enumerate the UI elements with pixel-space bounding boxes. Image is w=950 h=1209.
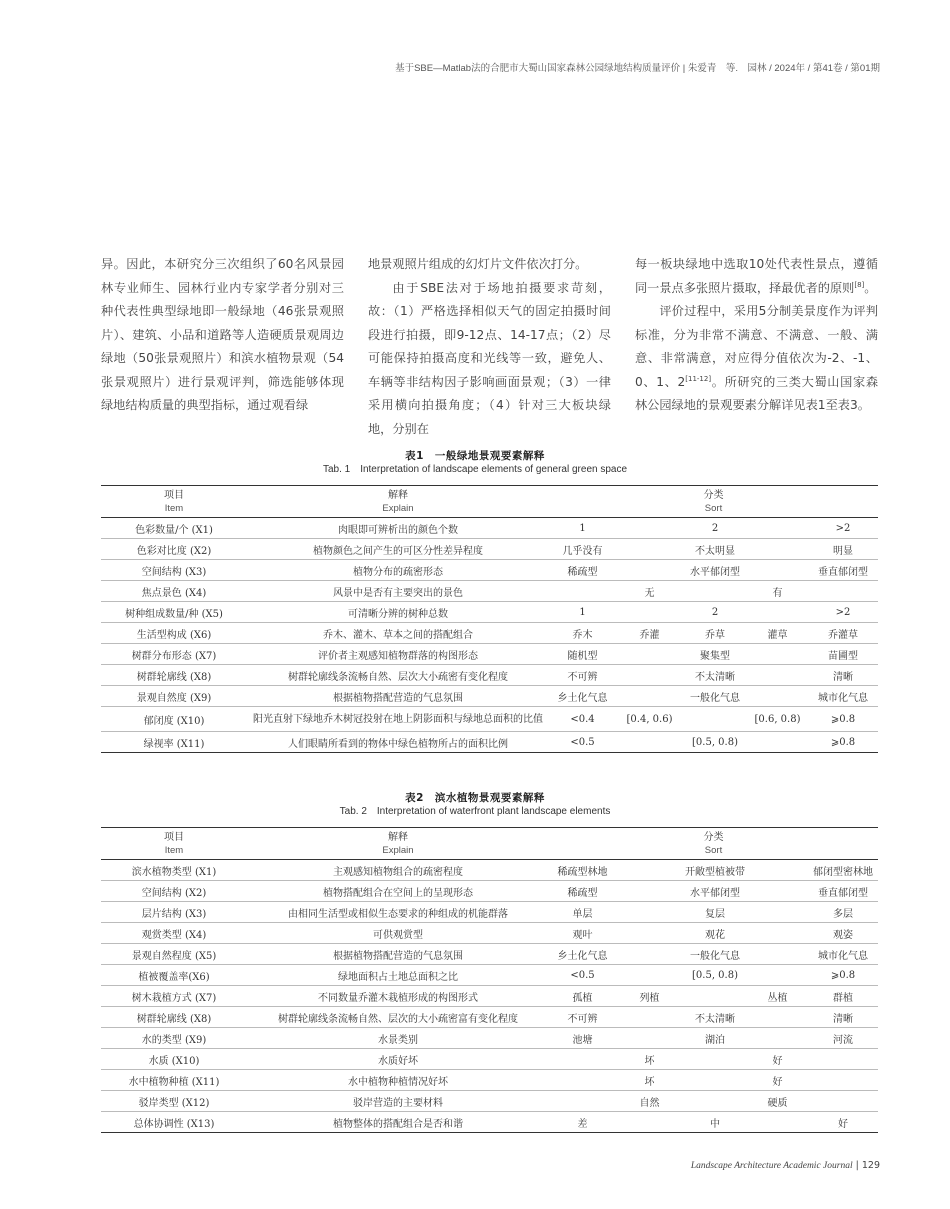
cell-c5: 垂直郁闭型	[808, 560, 878, 581]
cell-c3: 湖泊	[683, 1028, 747, 1049]
cell-c5: 垂直郁闭型	[808, 881, 878, 902]
cell-c4	[747, 539, 808, 560]
paragraph-text: 评价过程中，采用5分制美景度作为评判标准，分为非常不满意、不满意、一般、满意、非常满意，对应得分值依次为-2、-1、0、1、2	[635, 304, 878, 389]
cell-c3: 观花	[683, 923, 747, 944]
cell-c4	[747, 1007, 808, 1028]
paragraph-text: 每一板块绿地中选取10处代表性景点，遵循同一景点多张照片摄取，择最优者的原则	[635, 257, 878, 295]
table-row	[101, 986, 878, 1007]
table-row	[101, 944, 878, 965]
cell-c2	[616, 1007, 683, 1028]
cell-c5: 明显	[808, 539, 878, 560]
cell-c1: 池塘	[549, 1028, 616, 1049]
paragraph	[635, 300, 878, 418]
cell-c3: 不太清晰	[683, 665, 747, 686]
paragraph: 地景观照片组成的幻灯片文件依次打分。	[368, 257, 588, 271]
cell-explain: 树群轮廓线条流畅自然、层次的大小疏密富有变化程度	[247, 1007, 549, 1028]
cell-item: 郁闭度 (X10)	[101, 707, 247, 732]
table-row	[101, 1091, 878, 1112]
cell-c1: 1	[549, 518, 616, 539]
cell-c2: [0.4, 0.6)	[616, 707, 683, 732]
cell-c4	[747, 732, 808, 753]
cell-item: 树群轮廓线 (X8)	[101, 1007, 247, 1028]
cell-item: 景观自然程度 (X5)	[101, 944, 247, 965]
table2-title-cn: 表2 滨水植物景观要素解释	[405, 792, 545, 804]
table1	[101, 485, 878, 753]
cell-c3: 一般化气息	[683, 944, 747, 965]
cell-c5: 河流	[808, 1028, 878, 1049]
cell-c5: 清晰	[808, 665, 878, 686]
cell-c2	[616, 732, 683, 753]
citation: [11-12]	[685, 374, 712, 383]
paragraph: 由于SBE法对于场地拍摄要求苛刻，故：（1）严格选择相似天气的固定拍摄时间段进行拍摄，即9-12点、14-17点；（2）尽可能保持拍摄高度和光线等一致，避免人、车辆等非结构因子影响画面景观；（3）一律采用横向拍摄角度；（4）针对三大板块绿地，分别在	[368, 280, 611, 436]
cell-explain: 乔木、灌木、草本之间的搭配组合	[247, 623, 549, 644]
cell-c3	[683, 581, 747, 602]
table2	[101, 827, 878, 1133]
cell-c1: 几乎没有	[549, 539, 616, 560]
cell-c2	[616, 860, 683, 881]
cell-c5	[808, 1091, 878, 1112]
journal-name: Landscape Architecture Academic Journal	[690, 1161, 853, 1171]
cell-item: 景观自然度 (X9)	[101, 686, 247, 707]
cell-c2: 列植	[616, 986, 683, 1007]
col-header-item-en: Item	[101, 502, 247, 518]
cell-explain: 肉眼即可辨析出的颜色个数	[247, 518, 549, 539]
table-row	[101, 1112, 878, 1133]
table-row	[101, 644, 878, 665]
col-header-explain: 解释	[247, 828, 549, 845]
cell-c3	[683, 1049, 747, 1070]
cell-c3	[683, 986, 747, 1007]
col-header-explain-en: Explain	[247, 844, 549, 860]
cell-item: 树木栽植方式 (X7)	[101, 986, 247, 1007]
cell-c4	[747, 923, 808, 944]
cell-c3: 水平郁闭型	[683, 560, 747, 581]
cell-c5: 群植	[808, 986, 878, 1007]
table-row	[101, 860, 878, 881]
cell-c4	[747, 518, 808, 539]
table-row	[101, 732, 878, 753]
col-header-explain-en: Explain	[247, 502, 549, 518]
cell-item: 水质 (X10)	[101, 1049, 247, 1070]
text-column-2	[368, 253, 611, 441]
cell-item: 树群轮廓线 (X8)	[101, 665, 247, 686]
cell-c3: 不太清晰	[683, 1007, 747, 1028]
table1-title-cn: 表1 一般绿地景观要素解释	[405, 450, 545, 462]
cell-c2: 自然	[616, 1091, 683, 1112]
cell-c1	[549, 1049, 616, 1070]
cell-c1	[549, 581, 616, 602]
table2-title-en: Tab. 2 Interpretation of waterfront plant landscape elements	[339, 806, 611, 817]
running-header: 基于SBE—Matlab法的合肥市大蜀山国家森林公园绿地结构质量评价 | 朱爱青 等. 园林 / 2024年 / 第41卷 / 第01期	[395, 63, 880, 74]
table-row	[101, 1007, 878, 1028]
table-row	[101, 881, 878, 902]
cell-c5: 城市化气息	[808, 686, 878, 707]
table-row	[101, 623, 878, 644]
page-footer	[691, 1160, 880, 1171]
cell-c2	[616, 923, 683, 944]
table-row	[101, 1028, 878, 1049]
col-header-item-en: Item	[101, 844, 247, 860]
cell-c4: 好	[747, 1049, 808, 1070]
cell-item: 空间结构 (X2)	[101, 881, 247, 902]
cell-item: 总体协调性 (X13)	[101, 1112, 247, 1133]
cell-item: 驳岸类型 (X12)	[101, 1091, 247, 1112]
cell-explain: 植物颜色之间产生的可区分性差异程度	[247, 539, 549, 560]
cell-explain: 绿地面积占土地总面积之比	[247, 965, 549, 986]
cell-c1: <0.5	[549, 732, 616, 753]
footer-separator: |	[855, 1160, 859, 1171]
text-column-3	[635, 253, 878, 441]
table-row	[101, 923, 878, 944]
cell-c4	[747, 944, 808, 965]
cell-c2	[616, 902, 683, 923]
cell-c5: 清晰	[808, 1007, 878, 1028]
cell-c3: 水平郁闭型	[683, 881, 747, 902]
paragraph	[635, 253, 878, 300]
cell-explain: 人们眼睛所看到的物体中绿色植物所占的面积比例	[247, 732, 549, 753]
table-row	[101, 686, 878, 707]
cell-c5: 多层	[808, 902, 878, 923]
table1-caption	[0, 449, 950, 477]
cell-c5: 好	[808, 1112, 878, 1133]
cell-c4	[747, 1112, 808, 1133]
cell-c5	[808, 1070, 878, 1091]
cell-c3: 不太明显	[683, 539, 747, 560]
cell-item: 色彩数量/个 (X1)	[101, 518, 247, 539]
cell-c2	[616, 965, 683, 986]
cell-item: 色彩对比度 (X2)	[101, 539, 247, 560]
cell-c5: ⩾0.8	[808, 707, 878, 732]
page-number: 129	[861, 1160, 880, 1171]
cell-item: 滨水植物类型 (X1)	[101, 860, 247, 881]
cell-c5: >2	[808, 602, 878, 623]
cell-c4	[747, 644, 808, 665]
cell-c2	[616, 1028, 683, 1049]
cell-c3	[683, 1091, 747, 1112]
cell-c3: 2	[683, 602, 747, 623]
cell-c4: 好	[747, 1070, 808, 1091]
cell-c2	[616, 1112, 683, 1133]
cell-c2	[616, 665, 683, 686]
cell-item: 生活型构成 (X6)	[101, 623, 247, 644]
body-text	[101, 253, 878, 441]
cell-item: 树群分布形态 (X7)	[101, 644, 247, 665]
cell-explain: 植物搭配组合在空间上的呈现形态	[247, 881, 549, 902]
cell-c1: 乡土化气息	[549, 686, 616, 707]
cell-c4	[747, 602, 808, 623]
cell-explain: 根据植物搭配营造的气息氛围	[247, 944, 549, 965]
cell-c1: 乔木	[549, 623, 616, 644]
cell-c1: 差	[549, 1112, 616, 1133]
table-row	[101, 560, 878, 581]
cell-c1: 不可辨	[549, 1007, 616, 1028]
cell-c5: 乔灌草	[808, 623, 878, 644]
cell-c1: 稀疏型	[549, 881, 616, 902]
cell-c4	[747, 965, 808, 986]
cell-c3	[683, 1070, 747, 1091]
cell-c2: 坏	[616, 1070, 683, 1091]
cell-c2	[616, 686, 683, 707]
cell-c3: 聚集型	[683, 644, 747, 665]
cell-c3: 开敞型植被带	[683, 860, 747, 881]
cell-item: 水的类型 (X9)	[101, 1028, 247, 1049]
cell-item: 植被覆盖率(X6)	[101, 965, 247, 986]
col-header-sort: 分类	[549, 486, 878, 503]
paragraph-text: 。所研究的三类大蜀山国家森林公园绿地的景观要素分解详见表1至表3。	[635, 374, 879, 412]
cell-c1: 乡土化气息	[549, 944, 616, 965]
cell-c2	[616, 644, 683, 665]
cell-c3: [0.5, 0.8)	[683, 732, 747, 753]
cell-explain: 不同数量乔灌木栽植形成的构图形式	[247, 986, 549, 1007]
table-row	[101, 707, 878, 732]
cell-explain: 水景类别	[247, 1028, 549, 1049]
text-column-1	[101, 253, 344, 441]
cell-c1: <0.4	[549, 707, 616, 732]
col-header-sort-en: Sort	[549, 844, 878, 860]
cell-explain: 水中植物种植情况好坏	[247, 1070, 549, 1091]
table-row	[101, 902, 878, 923]
cell-item: 层片结构 (X3)	[101, 902, 247, 923]
cell-c2: 无	[616, 581, 683, 602]
col-header-sort: 分类	[549, 828, 878, 845]
cell-c1	[549, 1091, 616, 1112]
cell-c1: 不可辨	[549, 665, 616, 686]
table-row	[101, 518, 878, 539]
cell-c3: 一般化气息	[683, 686, 747, 707]
cell-c1: 单层	[549, 902, 616, 923]
citation: [8]	[854, 280, 865, 289]
cell-c3: 中	[683, 1112, 747, 1133]
table-row	[101, 1070, 878, 1091]
cell-item: 水中植物种植 (X11)	[101, 1070, 247, 1091]
col-header-sort-en: Sort	[549, 502, 878, 518]
cell-c4	[747, 665, 808, 686]
cell-c3: 乔草	[683, 623, 747, 644]
cell-c4: [0.6, 0.8)	[747, 707, 808, 732]
cell-c5	[808, 581, 878, 602]
cell-c1: <0.5	[549, 965, 616, 986]
cell-c2	[616, 944, 683, 965]
cell-c4: 丛植	[747, 986, 808, 1007]
cell-c3: 2	[683, 518, 747, 539]
cell-c1: 1	[549, 602, 616, 623]
table-row	[101, 581, 878, 602]
cell-explain: 阳光直射下绿地乔木树冠投射在地上阴影面积与绿地总面积的比值	[247, 707, 549, 732]
cell-explain: 评价者主观感知植物群落的构图形态	[247, 644, 549, 665]
cell-item: 树种组成数量/种 (X5)	[101, 602, 247, 623]
cell-c2	[616, 560, 683, 581]
cell-explain: 植物整体的搭配组合是否和谐	[247, 1112, 549, 1133]
cell-explain: 根据植物搭配营造的气息氛围	[247, 686, 549, 707]
cell-c2	[616, 518, 683, 539]
cell-explain: 主观感知植物组合的疏密程度	[247, 860, 549, 881]
cell-item: 绿视率 (X11)	[101, 732, 247, 753]
col-header-item: 项目	[101, 486, 247, 503]
cell-explain: 树群轮廓线条流畅自然、层次大小疏密有变化程度	[247, 665, 549, 686]
cell-c4: 灌草	[747, 623, 808, 644]
cell-item: 观赏类型 (X4)	[101, 923, 247, 944]
table1-title-en: Tab. 1 Interpretation of landscape elements of general green space	[322, 464, 628, 475]
table-row	[101, 602, 878, 623]
cell-c4	[747, 560, 808, 581]
cell-c4	[747, 686, 808, 707]
cell-c2: 坏	[616, 1049, 683, 1070]
col-header-explain: 解释	[247, 486, 549, 503]
paragraph: 异。因此，本研究分三次组织了60名风景园林专业师生、园林行业内专家学者分别对三种代表性典型绿地即一般绿地（46张景观照片）、建筑、小品和道路等人造硬质景观周边绿地（50张景观照片）和滨水植物景观（54张景观照片）进行景观评判，筛选能够体现绿地结构质量的典型指标，通过观看绿	[101, 257, 344, 412]
cell-c4	[747, 1028, 808, 1049]
table-row	[101, 665, 878, 686]
cell-c2: 乔灌	[616, 623, 683, 644]
cell-c2	[616, 602, 683, 623]
cell-explain: 植物分布的疏密形态	[247, 560, 549, 581]
cell-c5	[808, 1049, 878, 1070]
cell-c5: 城市化气息	[808, 944, 878, 965]
cell-c2	[616, 881, 683, 902]
cell-explain: 可清晰分辨的树种总数	[247, 602, 549, 623]
cell-c1	[549, 1070, 616, 1091]
cell-c5: 郁闭型密林地	[808, 860, 878, 881]
cell-c3: 复层	[683, 902, 747, 923]
cell-c5: 苗圃型	[808, 644, 878, 665]
table-row	[101, 965, 878, 986]
cell-explain: 风景中是否有主要突出的景色	[247, 581, 549, 602]
cell-c3: [0.5, 0.8)	[683, 965, 747, 986]
cell-c5: >2	[808, 518, 878, 539]
table-row	[101, 1049, 878, 1070]
cell-c5: ⩾0.8	[808, 965, 878, 986]
cell-item: 空间结构 (X3)	[101, 560, 247, 581]
cell-c5: 观姿	[808, 923, 878, 944]
cell-item: 焦点景色 (X4)	[101, 581, 247, 602]
cell-explain: 可供观赏型	[247, 923, 549, 944]
cell-c4: 有	[747, 581, 808, 602]
cell-explain: 由相同生活型或相似生态要求的种组成的机能群落	[247, 902, 549, 923]
paragraph-text: 。	[864, 280, 877, 295]
cell-c4	[747, 902, 808, 923]
cell-c1: 稀疏型	[549, 560, 616, 581]
cell-c4	[747, 881, 808, 902]
cell-explain: 水质好坏	[247, 1049, 549, 1070]
cell-c2	[616, 539, 683, 560]
cell-c1: 随机型	[549, 644, 616, 665]
col-header-item: 项目	[101, 828, 247, 845]
table2-caption	[0, 791, 950, 819]
table-row	[101, 539, 878, 560]
cell-c1: 观叶	[549, 923, 616, 944]
cell-c4: 硬质	[747, 1091, 808, 1112]
cell-c3	[683, 707, 747, 732]
cell-c5: ⩾0.8	[808, 732, 878, 753]
cell-c1: 孤植	[549, 986, 616, 1007]
cell-c1: 稀疏型林地	[549, 860, 616, 881]
cell-explain: 驳岸营造的主要材料	[247, 1091, 549, 1112]
cell-c4	[747, 860, 808, 881]
